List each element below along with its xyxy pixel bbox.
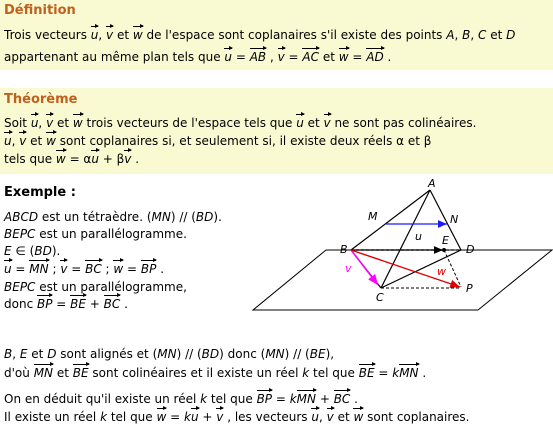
example-line-5: BEPC est un parallélogramme,	[4, 280, 187, 294]
theorem-line-3: tels que w = αu + βv .	[4, 152, 140, 166]
example-line-4: u = MN ; v = BC ; w = BP .	[4, 262, 165, 276]
example-line-1: ABCD est un tétraèdre. (MN) // (BD).	[4, 210, 222, 224]
label-N: N	[450, 213, 459, 226]
example-line-6: donc BP = BE + BC .	[4, 297, 128, 311]
plane-outline	[253, 250, 552, 310]
conclusion-line-2: d'où MN et BE sont colinéaires et il existe un réel k tel que BE = kMN .	[4, 366, 427, 380]
edge-AC	[381, 190, 430, 288]
theorem-title: Théorème	[4, 92, 78, 107]
label-v: v	[345, 262, 352, 275]
theorem-line-1: Soit u, v et w trois vecteurs de l'espace tels que u et v ne sont pas colinéaires.	[4, 116, 477, 130]
conclusion-line-3: On en déduit qu'il existe un réel k tel que BP = kMN + BC .	[4, 392, 358, 406]
definition-title: Définition	[4, 3, 76, 18]
example-line-3: E ∈ (BD).	[4, 244, 61, 258]
point-E	[442, 248, 446, 252]
definition-line-2: appartenant au même plan tels que u = AB , v = AC et w = AD .	[4, 50, 392, 64]
example-line-2: BEPC est un parallélogramme.	[4, 227, 187, 241]
label-P: P	[466, 282, 473, 295]
theorem-line-2: u, v et w sont coplanaires si, et seulement si, il existe deux réels α et β	[4, 134, 432, 148]
edge-CD	[381, 250, 461, 288]
label-C: C	[376, 291, 384, 304]
label-A: A	[428, 177, 436, 190]
label-E: E	[442, 234, 449, 247]
definition-line-1: Trois vecteurs u, v et w de l'espace sont coplanaires s'il existe des points A, B, C et D	[4, 28, 516, 42]
label-M: M	[368, 210, 378, 223]
label-B: B	[340, 243, 348, 256]
conclusion-line-1: B, E et D sont alignés et (MN) // (BD) donc (MN) // (BE),	[4, 347, 335, 361]
segment-EP	[444, 250, 461, 287]
label-w: w	[437, 265, 446, 278]
label-D: D	[466, 243, 475, 256]
label-u: u	[415, 230, 422, 243]
example-title: Exemple :	[4, 185, 76, 200]
conclusion-line-4: Il existe un réel k tel que w = ku + v , les vecteurs u, v et w sont coplanaires.	[4, 410, 470, 424]
